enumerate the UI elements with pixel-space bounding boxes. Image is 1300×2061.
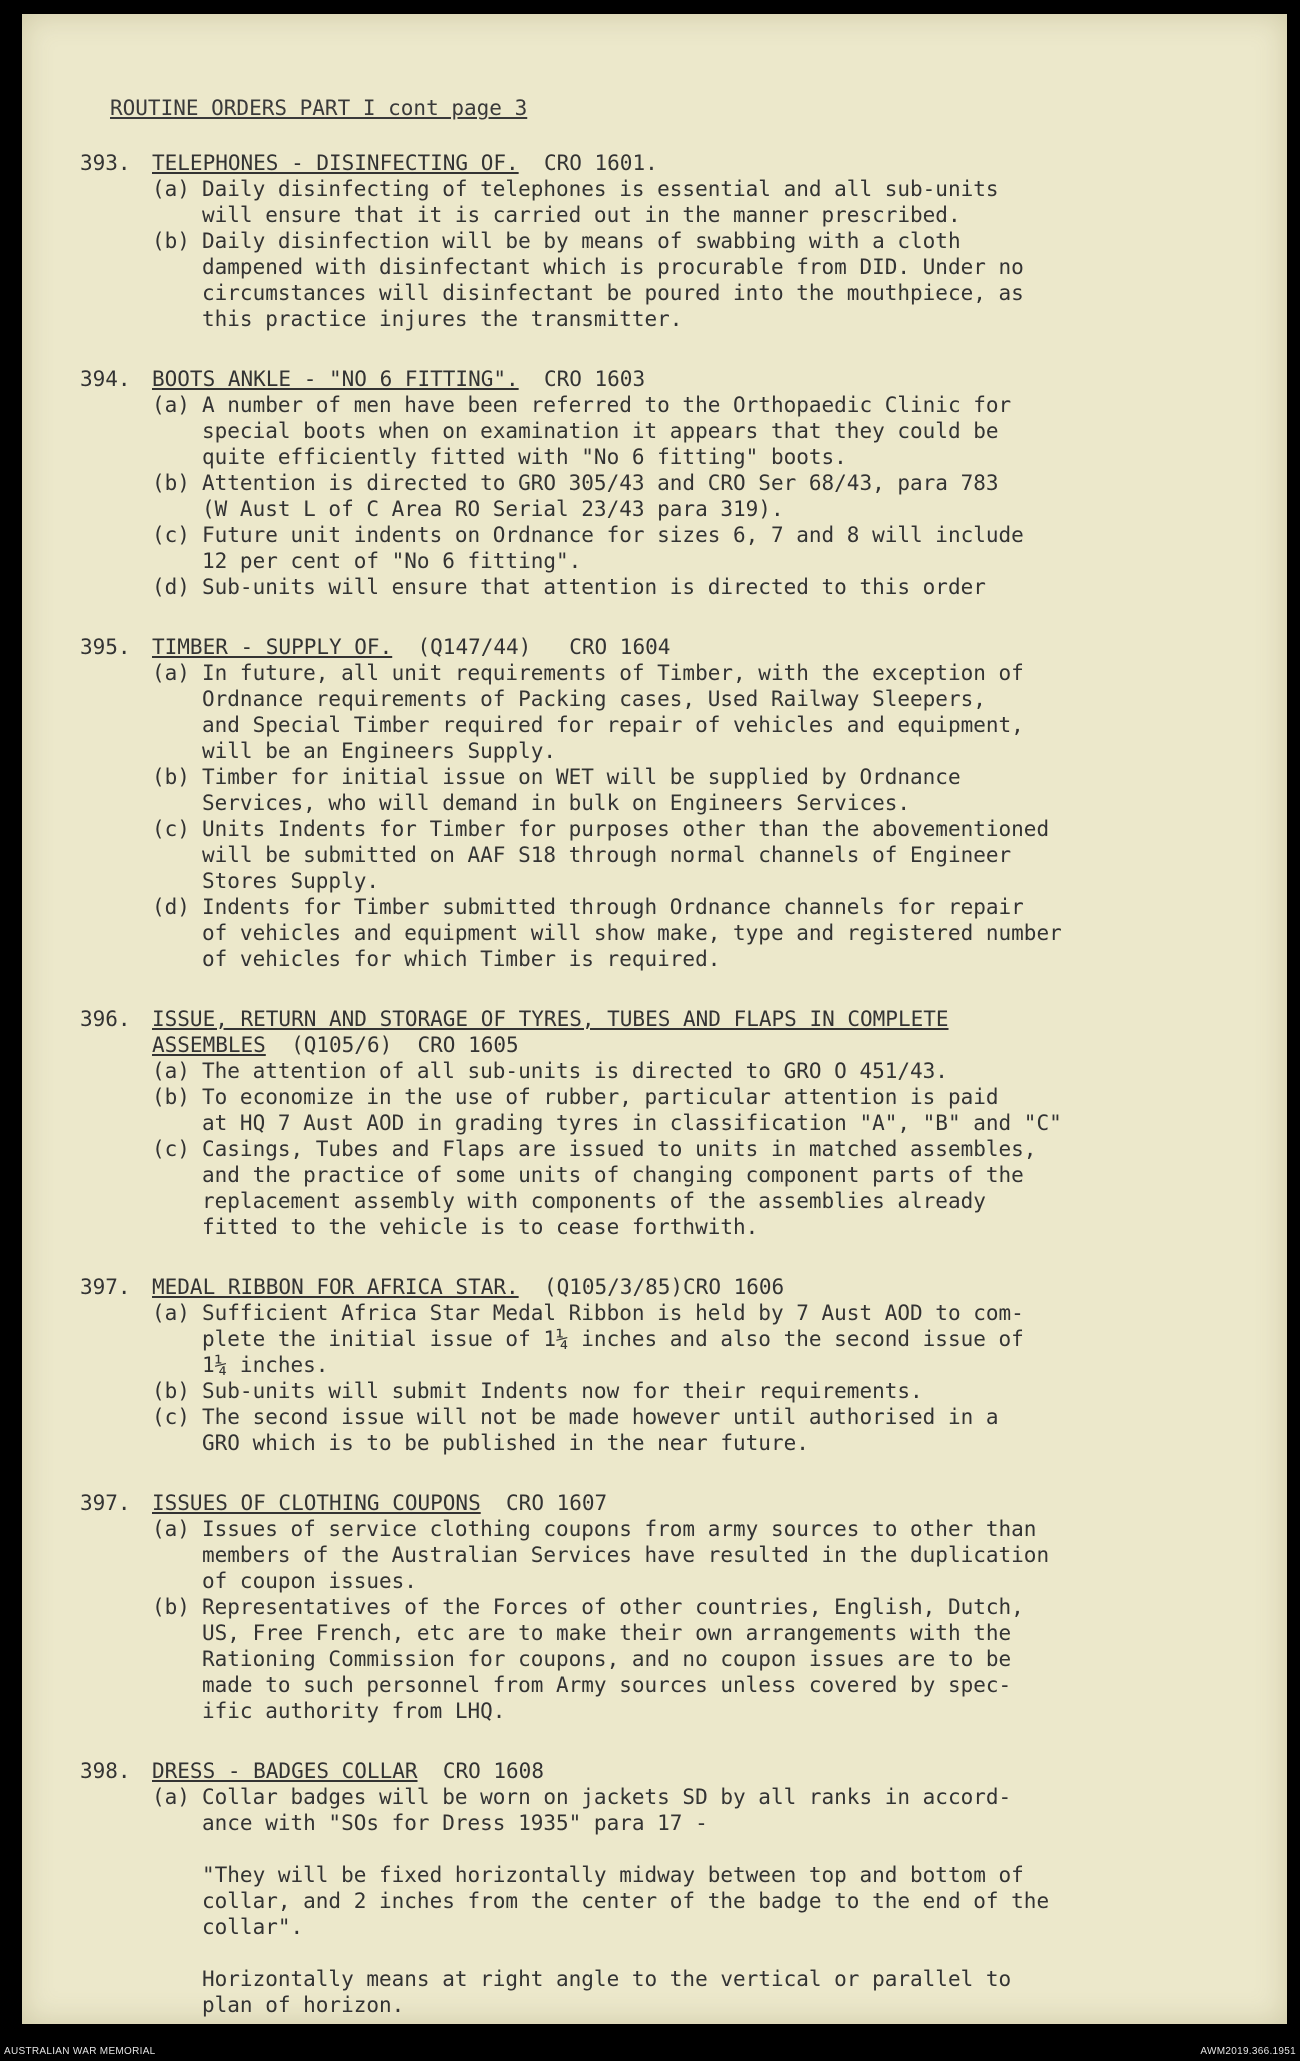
item-text: In future, all unit requirements of Timber, with the exception of Ordnance requirements of Packing cases, Used Railway Sleepers, and Special Timber required for repair of vehicles and equipment, will be an Engineers Supply. — [202, 661, 1024, 763]
item-label: (b) — [152, 229, 190, 253]
item-text: Issues of service clothing coupons from army sources to other than members of the Australian Services have resulted in the duplication of coupon issues. — [202, 1517, 1050, 1593]
order-item — [152, 1058, 1260, 1084]
item-text: Sufficient Africa Star Medal Ribbon is held by 7 Aust AOD to com- plete the initial issue of 1¼ inches and also the second issue of 1¼ inches. — [202, 1301, 1024, 1377]
order-item — [152, 764, 1260, 816]
footer-record-id: AWM2019.366.1951 — [1200, 2046, 1296, 2057]
order-number: 397. — [80, 1275, 131, 1299]
order-number: 393. — [80, 151, 131, 175]
item-label: (b) — [152, 471, 190, 495]
order-item — [152, 894, 1260, 972]
order-title: TELEPHONES - DISINFECTING OF. — [152, 151, 519, 175]
closing-paragraph: Horizontally means at right angle to the vertical or parallel to plan of horizon. — [202, 1967, 1012, 2017]
order-398 — [80, 1758, 1260, 2018]
item-label: (c) — [152, 1405, 190, 1429]
order-item — [152, 1378, 1260, 1404]
item-label: (a) — [152, 1059, 190, 1083]
order-reference: (Q147/44) CRO 1604 — [417, 635, 671, 659]
item-label: (c) — [152, 523, 190, 547]
order-item — [152, 1404, 1260, 1456]
order-title: TIMBER - SUPPLY OF. — [152, 635, 393, 659]
item-text: Sub-units will ensure that attention is directed to this order — [202, 575, 986, 599]
item-label: (a) — [152, 177, 190, 201]
quoted-paragraph: "They will be fixed horizontally midway between top and bottom of collar, and 2 inches from the center of the badge to the end of the collar". — [202, 1863, 1050, 1939]
item-text: Collar badges will be worn on jackets SD by all ranks in accord- ance with "SOs for Dress 1935" para 17 - — [202, 1785, 1012, 1835]
order-item — [152, 1784, 1260, 1836]
order-reference: CRO 1607 — [506, 1491, 608, 1515]
order-397-medal-ribbon — [80, 1274, 1260, 1456]
order-reference: CRO 1601. — [543, 151, 658, 175]
order-item — [152, 1594, 1260, 1724]
order-title: MEDAL RIBBON FOR AFRICA STAR. — [152, 1275, 519, 1299]
order-reference: (Q105/3/85)CRO 1606 — [543, 1275, 785, 1299]
item-text: Daily disinfection will be by means of swabbing with a cloth dampened with disinfectant which is procurable from DID. Under no circumstances will disinfectant be poured into the mouthpiece, as this practice injures the transmitter. — [202, 229, 1024, 331]
order-395 — [80, 634, 1260, 972]
item-label: (c) — [152, 1137, 190, 1161]
order-item — [152, 1136, 1260, 1240]
order-396 — [80, 1006, 1260, 1240]
item-text: Attention is directed to GRO 305/43 and CRO Ser 68/43, para 783 (W Aust L of C Area RO Serial 23/43 para 319). — [202, 471, 999, 521]
order-reference: CRO 1608 — [442, 1759, 544, 1783]
item-text: To economize in the use of rubber, particular attention is paid at HQ 7 Aust AOD in grading tyres in classification "A", "B" and "C" — [202, 1085, 1062, 1135]
order-title: ISSUES OF CLOTHING COUPONS — [152, 1491, 481, 1515]
order-item — [152, 522, 1260, 574]
order-number: 398. — [80, 1759, 131, 1783]
item-text: Units Indents for Timber for purposes other than the abovementioned will be submitted on AAF S18 through normal channels of Engineer Stores Supply. — [202, 817, 1050, 893]
item-text: Representatives of the Forces of other countries, English, Dutch, US, Free French, etc are to make their own arrangements with the Rationing Commission for coupons, and no coupon issues are to be made to such personnel from Army sources unless covered by spec- ific authority from LHQ. — [202, 1595, 1024, 1723]
item-label: (b) — [152, 1085, 190, 1109]
item-label: (a) — [152, 1517, 190, 1541]
item-text: The second issue will not be made however until authorised in a GRO which is to be published in the near future. — [202, 1405, 999, 1455]
order-number: 397. — [80, 1491, 131, 1515]
item-label: (c) — [152, 817, 190, 841]
order-title: BOOTS ANKLE - "NO 6 FITTING". — [152, 367, 519, 391]
item-text: Timber for initial issue on WET will be supplied by Ordnance Services, who will demand in bulk on Engineers Services. — [202, 765, 961, 815]
order-item — [152, 574, 1260, 600]
footer-institution: AUSTRALIAN WAR MEMORIAL — [4, 2046, 156, 2057]
order-item — [152, 176, 1260, 228]
item-label: (a) — [152, 661, 190, 685]
order-393 — [80, 150, 1260, 332]
order-item — [152, 228, 1260, 332]
order-title: ISSUE, RETURN AND STORAGE OF TYRES, TUBES AND FLAPS IN COMPLETE ASSEMBLES — [152, 1007, 949, 1057]
item-text: Future unit indents on Ordnance for sizes 6, 7 and 8 will include 12 per cent of "No 6 fitting". — [202, 523, 1024, 573]
order-reference: (Q105/6) CRO 1605 — [291, 1033, 519, 1057]
order-item — [152, 660, 1260, 764]
item-text: Sub-units will submit Indents now for their requirements. — [202, 1379, 923, 1403]
item-label: (b) — [152, 1595, 190, 1619]
item-label: (a) — [152, 393, 190, 417]
item-text: The attention of all sub-units is directed to GRO O 451/43. — [202, 1059, 948, 1083]
order-397-clothing-coupons — [80, 1490, 1260, 1724]
order-reference: CRO 1603 — [543, 367, 646, 391]
order-number: 394. — [80, 367, 131, 391]
item-label: (a) — [152, 1785, 190, 1809]
item-label: (d) — [152, 575, 190, 599]
order-item — [152, 1516, 1260, 1594]
item-text: A number of men have been referred to the Orthopaedic Clinic for special boots when on examination it appears that they could be quite efficiently fitted with "No 6 fitting" boots. — [202, 393, 1012, 469]
document-body — [80, 150, 1260, 2052]
order-item — [152, 392, 1260, 470]
order-item — [152, 816, 1260, 894]
item-label: (d) — [152, 895, 190, 919]
order-title: DRESS - BADGES COLLAR — [152, 1759, 418, 1783]
item-text: Daily disinfecting of telephones is essential and all sub-units will ensure that it is carried out in the manner prescribed. — [202, 177, 999, 227]
order-394 — [80, 366, 1260, 600]
order-number: 395. — [80, 635, 131, 659]
item-label: (b) — [152, 1379, 190, 1403]
order-item — [152, 1300, 1260, 1378]
item-text: Indents for Timber submitted through Ordnance channels for repair of vehicles and equipment will show make, type and registered number of vehicles for which Timber is required. — [202, 895, 1062, 971]
order-item — [152, 1084, 1260, 1136]
order-number: 396. — [80, 1007, 131, 1031]
order-item — [152, 470, 1260, 522]
item-label: (a) — [152, 1301, 190, 1325]
item-label: (b) — [152, 765, 190, 789]
item-text: Casings, Tubes and Flaps are issued to units in matched assembles, and the practice of some units of changing component parts of the replacement assembly with components of the assemblies already fitted to the vehicle is to cease forthwith. — [202, 1137, 1037, 1239]
document-heading: ROUTINE ORDERS PART I cont page 3 — [110, 96, 528, 120]
